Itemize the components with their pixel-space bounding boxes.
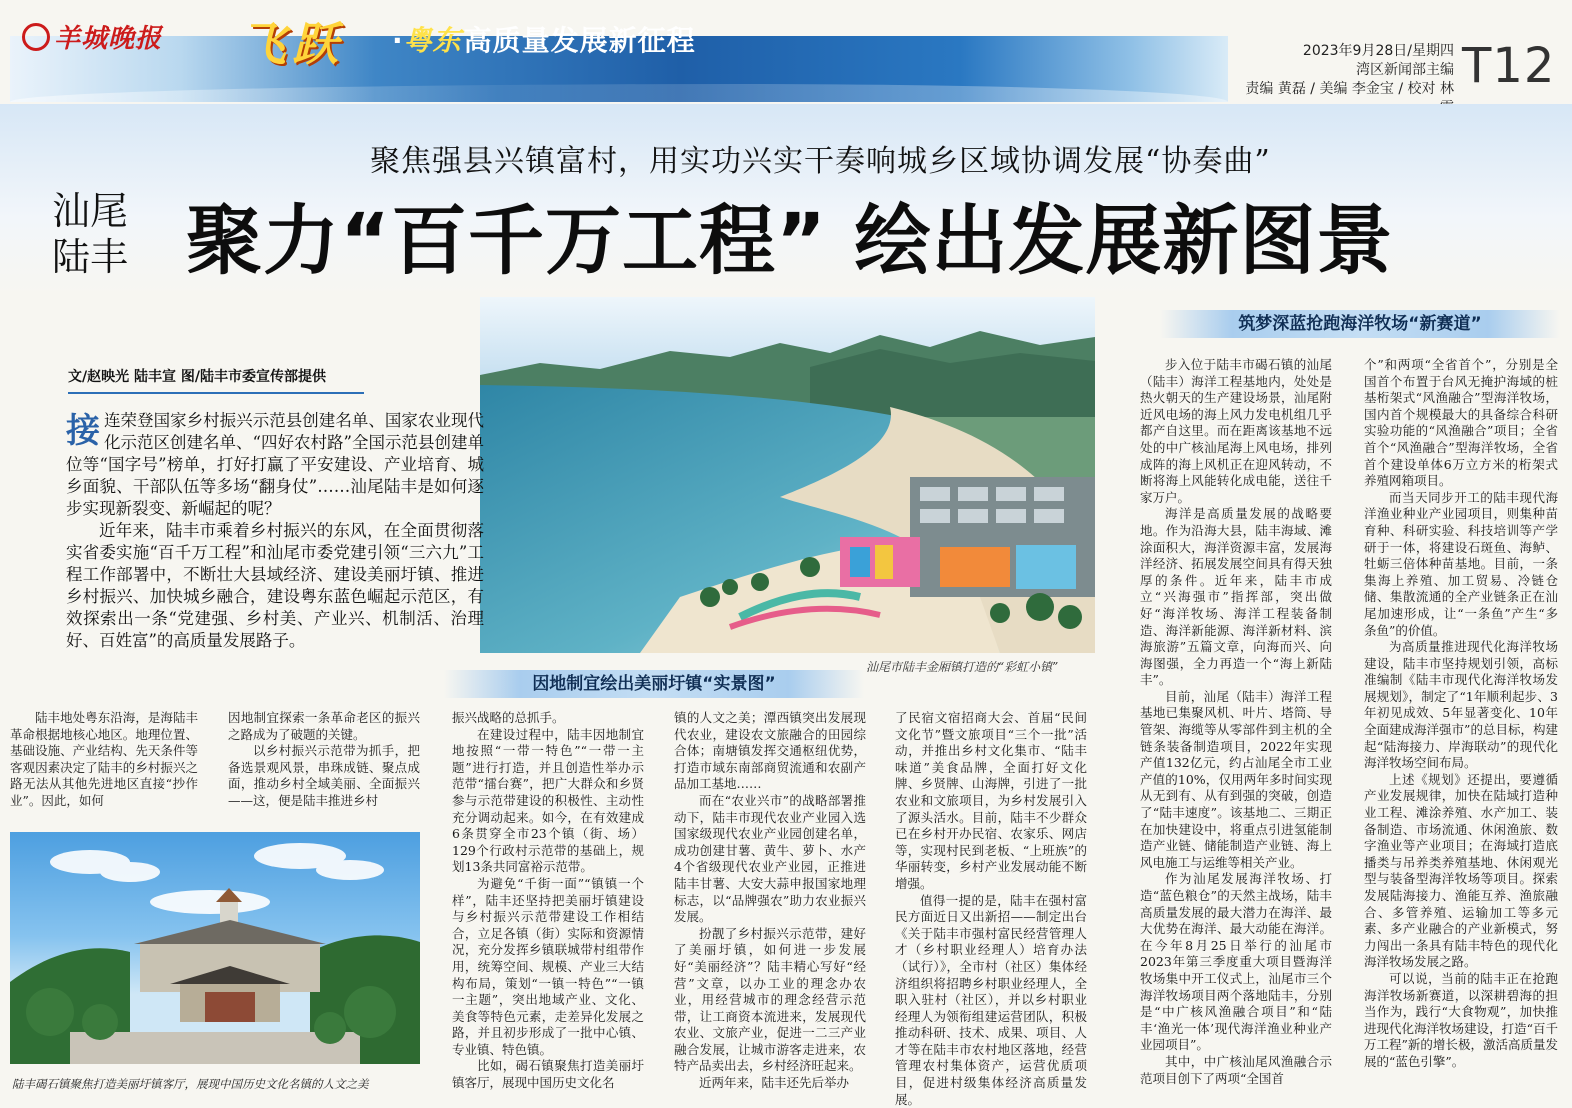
series-dot: · (392, 24, 404, 57)
body-paragraph: 而当天同步开工的陆丰现代海洋渔业种业产业园项目，则集种苗育种、科研实验、科技培训等产学研于一体，将建设石斑鱼、海鲈、牡蛎三倍体种苗基地。目前，一条集海上养殖、加工贸易、冷链仓储、集散流通的全产业链条正在汕尾加速形成，让“一条鱼”产生“多条鱼”的价值。 (1364, 489, 1558, 638)
byline: 文/赵映光 陆丰宣 图/陆丰市委宣传部提供 (68, 366, 364, 394)
section-head-town: 因地制宜绘出美丽圩镇“实景图” (444, 670, 864, 698)
body-paragraph: 步入位于陆丰市碣石镇的汕尾（陆丰）海洋工程基地内，处处是热火朝天的生产建设场景，汕尾附近风电场的海上风力发电机组几乎都产自这里。而在距离该基地不远处的中广核汕尾海上风电场，排列成阵的海上风机正在迎风转动，不断将海上风能转化成电能，送往千家万户。 (1140, 357, 1332, 505)
lead-text-1: 连荣登国家乡村振兴示范县创建名单、国家农业现代化示范区创建名单、“四好农村路”全国示范县创建单位等“国字号”榜单，打好打赢了平安建设、产业培育、城乡面貌、干部队伍等多场“翻身仗”……汕尾陆丰是如何逐步实现新裂变、新崛起的呢？ (66, 411, 484, 518)
section-head-ocean: 筑梦深蓝抢跑海洋牧场“新赛道” (1160, 310, 1560, 338)
body-paragraph: 为高质量推进现代化海洋牧场建设，陆丰市坚持规划引领，高标准编制《陆丰市现代化海洋牧场发展规划》，制定了“1年顺利起步、3年初见成效、5年显著变化、10年全面建成海洋强市”的总目标，构建起“陆海接力、岸海联动”的现代化海洋牧场空间布局。 (1364, 639, 1558, 771)
body-paragraph: 因地制宜探索一条革命老区的振兴之路成为了破题的关键。 (228, 710, 420, 742)
body-paragraph: 为避免“千街一面”“镇镇一个样”，陆丰还坚持把美丽圩镇建设与乡村振兴示范带建设工作相结合，立足各镇（街）实际和资源情况，充分发挥乡镇联城带村组带作用，统筹空间、规模、产业三大结构布局，策划“一镇一特色”“一镇一主题”，突出地域产业、文化、美食等特色元素，走差异化发展之路，并且初步形成了一批中心镇、专业镇、特色镇。 (452, 875, 644, 1057)
logo-emblem-icon (22, 23, 50, 51)
logo-text: 羊城晚报 (54, 24, 163, 54)
drop-cap: 接 (66, 411, 100, 451)
body-paragraph: 以乡村振兴示范带为抓手，把备选景观风景，串珠成链、聚点成面，推动乡村全域美丽、全面振兴——这，便是陆丰推进乡村 (228, 743, 420, 808)
body-paragraph: 其中，中广核汕尾风渔融合示范项目创下了两项“全国首 (1140, 1053, 1332, 1086)
body-paragraph: 陆丰地处粤东沿海，是海陆丰革命根据地核心地区。地理位置、基础设施、产业结构、先天条件等客观因素决定了陆丰的乡村振兴之路无法从其他先进地区直接“抄作业”。因此，如何 (10, 710, 198, 808)
body-column-2 (228, 710, 420, 820)
body-paragraph: 目前，汕尾（陆丰）海洋工程基地已集聚风机、叶片、塔筒、导管架、海缆等从零部件到主机的全链条装备制造项目，2022年实现产值132亿元，约占汕尾全市工业产值的10%，仅用两年多时间实现从无到有、从有到强的突破，创造了“陆丰速度”。该基地二、三期正在加快建设中，将重点引进氢能制造产业链、储能制造产业链、海上风电施工与运维等相关产业。 (1140, 688, 1332, 870)
newspaper-logo (22, 18, 162, 55)
main-photo-caption: 汕尾市陆丰金厢镇打造的“彩虹小镇” (866, 660, 1059, 674)
body-paragraph: 作为汕尾发展海洋牧场、打造“蓝色粮仓”的天然主战场，陆丰高质量发展的最大潜力在海洋、最大优势在海洋、最大动能在海洋。在今年8月25日举行的汕尾市2023年第三季度重大项目暨海洋牧场集中开工仪式上，汕尾市三个海洋牧场项目两个落地陆丰，分别是“中广核风渔融合项目”和“陆丰‘渔光一体’现代海洋渔业种业产业园项目”。 (1140, 871, 1332, 1053)
series-highlight: 粤东 (403, 24, 462, 57)
body-paragraph: 镇的人文之美；潭西镇突出发展现代农业，建设农文旅融合的田园综合体；南塘镇发挥交通枢纽优势，打造市域东南部商贸流通和农副产品加工基地…… (674, 710, 866, 792)
body-column-3 (452, 710, 644, 1094)
body-column-7 (1364, 357, 1558, 1095)
body-paragraph: 海洋是高质量发展的战略要地。作为沿海大县，陆丰海域、滩涂面积大，海洋资源丰富，发展海洋经济、拓展发展空间具有得天独厚的条件。近年来，陆丰市成立“兴海强市”指挥部，突出做好“海洋牧场、海洋工程装备制造、海洋新能源、海洋新材料、滨海旅游”五篇文章，向海而兴、向海图强，全力再造一个“海上新陆丰”。 (1140, 506, 1332, 688)
beach-town-illustration (480, 297, 1095, 653)
body-paragraph: 上述《规划》还提出，要遵循产业发展规律，加快在陆域打造种业工程、滩涂养殖、水产加工、装备制造、市场流通、休闲渔旅、数字渔业等产业项目；在海域打造底播类与吊养类养殖基地、休闲观光型与装备型海洋牧场等项目。探索发展陆海接力、渔能互养、渔旅融合、多管养殖、运输加工等多元素、多产业融合的产业新模式，努力闯出一条具有陆丰特色的现代化海洋牧场发展之路。 (1364, 771, 1558, 970)
series-title (392, 19, 696, 59)
place-line-2: 陆丰 (52, 235, 129, 279)
lead-paragraph-2: 近年来，陆丰市乘着乡村振兴的东风，在全面贯彻落实省委实施“百千万工程”和汕尾市委党建引领“三六九”工程工作部署中，不断壮大县域经济、建设美丽圩镇、推进乡村振兴、加快城乡融合，建设粤东蓝色崛起示范区，有效探索出一条“党建强、乡村美、产业兴、机制活、治理好、百姓富”的高质量发展路子。 (66, 521, 484, 650)
body-paragraph: 可以说，当前的陆丰正在抢跑海洋牧场新赛道，以深耕碧海的担当作为，践行“大食物观”，加快推进现代化海洋牧场建设，打造“百千万工程”新的增长极，激活高质量发展的“蓝色引擎”。 (1364, 970, 1558, 1069)
town-photo-caption: 陆丰碣石镇聚焦打造美丽圩镇客厅，展现中国历史文化名镇的人文之美 (12, 1077, 369, 1091)
lead-paragraphs (66, 410, 484, 652)
body-column-5 (895, 710, 1087, 1107)
page-number: T12 (1462, 38, 1556, 94)
series-rest: 高质量发展新征程 (463, 24, 696, 57)
beach-town-photo (480, 297, 1095, 653)
body-paragraph: 近两年来，陆丰还先后举办 (699, 1075, 850, 1091)
body-column-6 (1140, 357, 1332, 1095)
place-line-1: 汕尾 (52, 189, 129, 233)
main-headline: 聚力“百千万工程” 绘出发展新图景 (186, 196, 1394, 285)
editor-credits: 责编 黄磊 / 美编 李金宝 / 校对 林 (1245, 81, 1454, 97)
body-column-1 (10, 710, 198, 820)
body-paragraph: 个”和两项“全省首个”，分别是全国首个布置于台风无掩护海域的桩基桁架式“风渔融合”型海洋牧场，国内首个规模最大的具备综合科研实验功能的“风渔融合”项目；全省首个“风渔融合”型海洋牧场，全省首个建设单体6万立方米的桁架式养殖网箱项目。 (1364, 357, 1558, 489)
section-editor: 湾区新闻部主编 (1356, 62, 1454, 78)
lead-paragraph-1 (66, 410, 484, 520)
body-paragraph: 了民宿文宿招商大会、首届“民间文化节”暨文旅项目“三个一批”活动，并推出乡村文化集市、“陆丰味道”美食品牌，全面打好文化牌、乡贤牌、山海牌，引进了一批农业和文旅项目，为乡村发展引入了源头活水。目前，陆丰不少群众已在乡村开办民宿、农家乐、网店等，实现村民到老板、“上班族”的华丽转变，乡村产业发展动能不断增强。 (895, 710, 1087, 891)
feature-title: 飞跃 (240, 17, 344, 71)
body-paragraph: 振兴战略的总抓手。 (452, 710, 565, 725)
body-paragraph: 而在“农业兴市”的战略部署推动下，陆丰市现代农业产业园入选国家级现代农业产业园创建名单，成功创建甘薯、黄牛、萝卜、水产4个省级现代农业产业园，正推进陆丰甘薯、大安大蒜申报国家地理标志，以“品牌强农”助力农业振兴发展。 (674, 792, 866, 925)
issue-date: 2023年9月28日/星期四 (1302, 43, 1454, 59)
historic-town-photo (10, 832, 420, 1064)
body-paragraph: 在建设过程中，陆丰因地制宜地按照“一带一特色”“一带一主题”进行打造，并且创造性举办示范带“擂台赛”，把广大群众和乡贤参与示范带建设的积极性、主动性充分调动起来。如今，在有效建成6条贯穿全市23个镇（街、场）129个行政村示范带的基础上，规划13条共同富裕示范带。 (452, 726, 644, 875)
body-paragraph: 扮靓了乡村振兴示范带，建好了美丽圩镇，如何进一步发展好“美丽经济”？陆丰精心写好“经营”文章，以办工业的理念办农业，用经营城市的理念经营示范带，让工商资本流进来，发展现代农业、文旅产业，促进一二三产业融合发展，让城市游客走进来，农特产品卖出去，乡村经济旺起来。 (674, 925, 866, 1074)
headline-kicker: 聚焦强县兴镇富村，用实功兴实干奏响城乡区域协调发展“协奏曲” (370, 144, 1271, 179)
body-column-4 (674, 710, 866, 1094)
dateline-place (52, 188, 142, 280)
body-paragraph: 值得一提的是，陆丰在强村富民方面近日又出新招——制定出台《关于陆丰市强村富民经营管理人才（乡村职业经理人）培育办法（试行）》，全市村（社区）集体经济组织将招聘乡村职业经理人，全职入驻村（社区），并以乡村职业经理人为领衔组建运营团队，积极推动科研、技术、成果、项目、人才等在陆丰市农村地区落地，经营管理农村集体资产，运营优质项目，促进村级集体经济高质量发展。 (895, 892, 1087, 1107)
historic-town-illustration (10, 832, 420, 1064)
banner-wave (10, 84, 1228, 102)
body-paragraph: 比如，碣石镇聚焦打造美丽圩镇客厅，展现中国历史文化名 (452, 1058, 644, 1091)
